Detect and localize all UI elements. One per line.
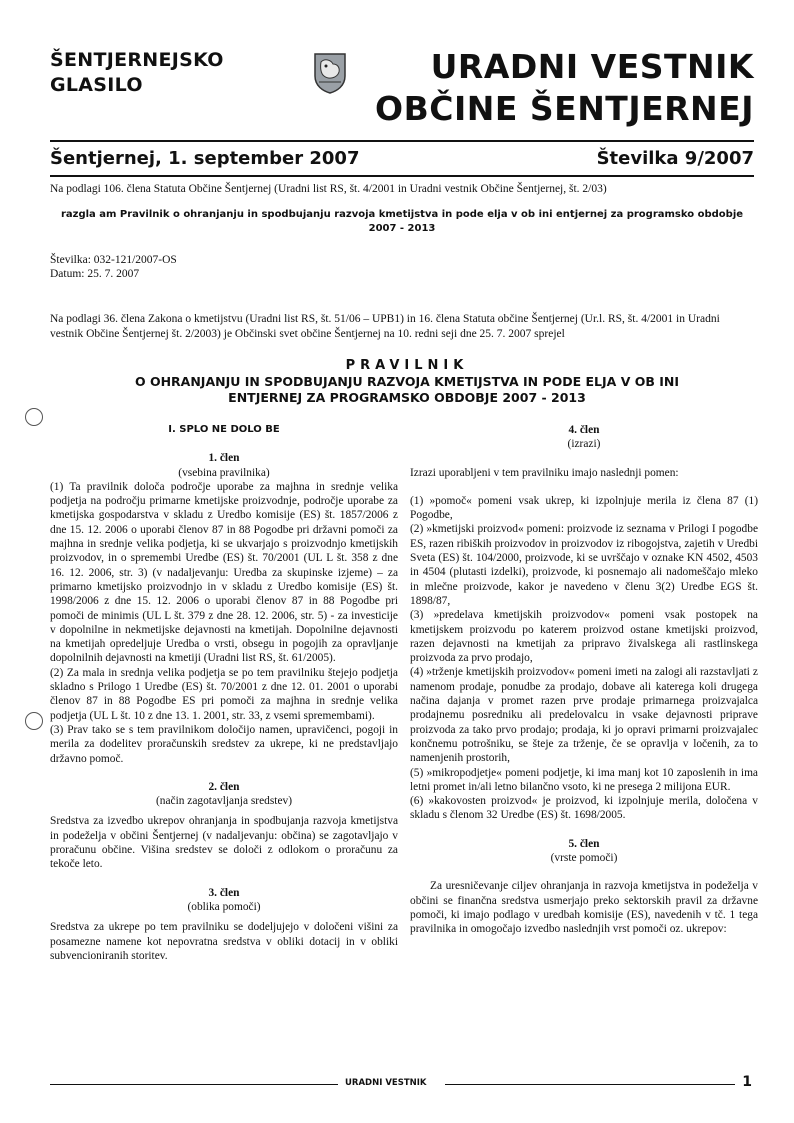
article-4-title: 4. člen — [568, 424, 600, 436]
proclamation-line2: 2007 - 2013 — [368, 223, 436, 234]
preamble: Na podlagi 36. člena Zakona o kmetijstvu (Uradni list RS, št. 51/06 – UPB1) in 16. člena Statuta občine Šentjernej (Ur.l. RS, št. 4/2001 in Uradni vestnik Občine Šentjernej št. 2/2003) je Občinski svet občine Šentjernej na 10. redni seji dne 25. 7. 2007 sprejel — [50, 313, 720, 340]
issue-number: Številka 9/2007 — [596, 148, 754, 169]
masthead-title — [375, 46, 754, 130]
right-column — [410, 423, 758, 937]
article-4-definition-6: (6) »kakovosten proizvod« je proizvod, ki izpolnjuje merila, določena v skladu s členom 32 Uredbe (ES) št. 1698/2005. — [410, 795, 758, 822]
issue-date: Šentjernej, 1. september 2007 — [50, 148, 360, 169]
masthead-rule-bottom — [50, 175, 754, 177]
footer-rule-right — [445, 1084, 735, 1085]
document-number: Številka: 032-121/2007-OS — [50, 254, 177, 266]
document-title-line2: O OHRANJANJU IN SPODBUJANJU RAZVOJA KMETIJSTVA IN PODE ELJA V OB INI — [134, 374, 679, 389]
page-number: 1 — [742, 1074, 752, 1090]
footer-label: URADNI VESTNIK — [345, 1078, 427, 1088]
document-meta — [50, 253, 177, 281]
article-3-subtitle: (oblika pomoči) — [187, 900, 261, 913]
proclamation — [60, 208, 744, 236]
punch-hole-mark — [25, 408, 43, 426]
article-1-paragraph-2: (2) Za mala in srednja velika podjetja se po tem pravilniku štejejo podjetja skladno s Prilogo 1 Uredbe (ES) št. 70/2001 z dne 12. 01. 2001 o uporabi členov 87 in 88 Pogodbe ES pri pomoči za majhna in srednje velika podjetja (UL L št. 10 z dne 13. 1. 2001, str. 33, z vsemi spremembami). — [50, 666, 398, 722]
article-5-paragraph-1: Za uresničevanje ciljev ohranjanja in razvoja kmetijstva in podeželja v občini se finančna sredstva usmerjajo preko sektorskih pravil za državne pomoči, ki imajo podlago v uredbah komisije (ES), navedenih v tč. 1 tega pravilnika in omogočajo izvedbo naslednjih vrst pomoči oz. ukrepov: — [410, 880, 758, 936]
masthead-left-line2: GLASILO — [50, 74, 143, 96]
article-4-definition-1: (1) »pomoč« pomeni vsak ukrep, ki izpolnjuje merila iz člena 87 (1) Pogodbe, — [410, 494, 758, 522]
article-1-subtitle: (vsebina pravilnika) — [178, 466, 270, 479]
masthead-title-line1: URADNI VESTNIK — [430, 47, 754, 86]
proclamation-line1: razgla am Pravilnik o ohranjanju in spodbujanju razvoja kmetijstva in pode elja v ob ini entjernej za programsko obdobje — [60, 209, 744, 220]
footer-rule-left — [50, 1084, 338, 1085]
document-title-line3: ENTJERNEJ ZA PROGRAMSKO OBDOBJE 2007 - 2013 — [228, 390, 586, 405]
article-4-definition-5: (5) »mikropodjetje« pomeni podjetje, ki ima manj kot 10 zaposlenih in ima letni promet in/ali letno bilančno vsoto, ki ne presega 2 milijona EUR. — [410, 766, 758, 793]
article-5-title: 5. člen — [568, 837, 600, 850]
article-4-definition-3: (3) »predelava kmetijskih proizvodov« pomeni vsak postopek na kmetijskem proizvodu po katerem proizvod ostane kmetijski proizvod, razen dejavnosti na kmetijah za pripravo živalskega ali rastlinskega proizvoda za prvo prodajo, — [410, 609, 758, 665]
document-title-line1: PRAVILNIK — [345, 358, 469, 373]
article-1-title: 1. člen — [208, 452, 240, 465]
article-4-subtitle: (izrazi) — [567, 438, 601, 451]
article-4-intro: Izrazi uporabljeni v tem pravilniku imajo naslednji pomen: — [410, 466, 679, 479]
article-4-definition-2: (2) »kmetijski proizvod« pomeni: proizvode iz seznama v Prilogi I pogodbe ES, razen ribiških proizvodov in proizvodov iz ribogojstva, zajetih v Uredbi Sveta (ES) št. 104/2000, proizvode, ki se uvrščajo v oznake KN 4502, 4503 in 4504 (plutasti izdelki), proizvode, ki posnemajo ali nadomeščajo mleko in mlečne proizvode, kakor je navedeno v členu 3(2) Uredbe EGS št. 1898/87, — [410, 523, 758, 607]
article-3-title: 3. člen — [208, 886, 240, 899]
article-2-paragraph-1: Sredstva za izvedbo ukrepov ohranjanja in spodbujanja razvoja kmetijstva in podeželja v občini Šentjernej (v nadaljevanju: občina) se zagotavljajo v proračunu občine. Višina sredstev se določi z odlokom o proračunu za tekoče leto. — [50, 815, 398, 871]
article-3-paragraph-1: Sredstva za ukrepe po tem pravilniku se dodeljujejo v določeni višini za posamezne namene kot nepovratna sredstva v obliki dotacij in v obliki subvencioniranih storitev. — [50, 921, 398, 962]
article-2-subtitle: (način zagotavljanja sredstev) — [156, 795, 292, 808]
masthead-left — [50, 48, 224, 98]
intro-text: Na podlagi 106. člena Statuta Občine Šentjernej (Uradni list RS, št. 4/2001 in Uradni vestnik Občine Šentjernej, št. 2/03) — [50, 183, 607, 195]
article-1-paragraph-1: (1) Ta pravilnik določa področje uporabe za majhna in srednje velika podjetja na področju primarne kmetijske proizvodnje, področje uporabe za kmetijska gospodarstva v skladu z Uredbo komisije (ES) št. 1857/2006 z dne 15. 12. 2006 o uporabi členov 87 in 88 Pogodbe pri državni pomoči za majhna in srednje velika podjetja, ki se ukvarjajo s proizvodnjo kmetijskih proizvodov, in o spremembi Uredbe (ES) št. 70/2001 (UL L št. 358 z dne 16. 12. 2006, str. 3) (v nadaljevanju: Uredba za skupinske izjeme) – za primarno kmetijsko proizvodnjo in v skladu z Uredbo komisije (ES) št. 1998/2006 z dne 15. 12. 2006 o uporabi členov 87 in 88 Pogodbe pri pomoči de minimis (UL L št. 379 z dne 28. 12. 2006, str. 5) - za investicije v dopolnilne in nekmetijske dejavnosti na kmetijah. Dopolnilne dejavnosti na kmetijah opredeljuje Uredba o vrsti, obsegu in pogojih za opravljanje dopolnilnih dejavnosti na kmetiji (Uradni list RS, št. 61/2005). — [50, 480, 398, 665]
masthead-left-line1: ŠENTJERNEJSKO — [50, 49, 224, 71]
punch-hole-mark — [25, 712, 43, 730]
masthead-title-line2: OBČINE ŠENTJERNEJ — [375, 89, 754, 128]
article-4-definition-4: (4) »trženje kmetijskih proizvodov« pomeni imeti na zalogi ali razstavljati z namenom prodaje, ponudbe za prodajo, dobave ali katerega koli drugega načina dajanja v promet razen prve prodaje primarnega proizvajalca prodajnemu posredniku ali predelovalcu in vsake dejavnosti priprave proizvoda za tako prvo prodajo; prodaja, ki jo opravi primarni proizvajalec končnemu potrošniku, se šteje za trženje, če se opravlja v ločenih, za to namenjenih prostorih, — [410, 666, 758, 765]
left-column — [50, 423, 398, 963]
masthead-rule-top — [50, 140, 754, 142]
document-title — [60, 358, 754, 406]
article-2-title: 2. člen — [208, 780, 240, 793]
article-5-subtitle: (vrste pomoči) — [550, 852, 618, 865]
article-1-paragraph-3: (3) Prav tako se s tem pravilnikom določijo namen, upravičenci, pogoji in merila za dodelitev proračunskih sredstev za ukrepe, ki ne predstavljajo državno pomoč. — [50, 723, 398, 765]
document-date: Datum: 25. 7. 2007 — [50, 268, 140, 280]
coat-of-arms-icon — [313, 52, 347, 94]
section-heading: I. SPLO NE DOLO BE — [168, 424, 280, 435]
